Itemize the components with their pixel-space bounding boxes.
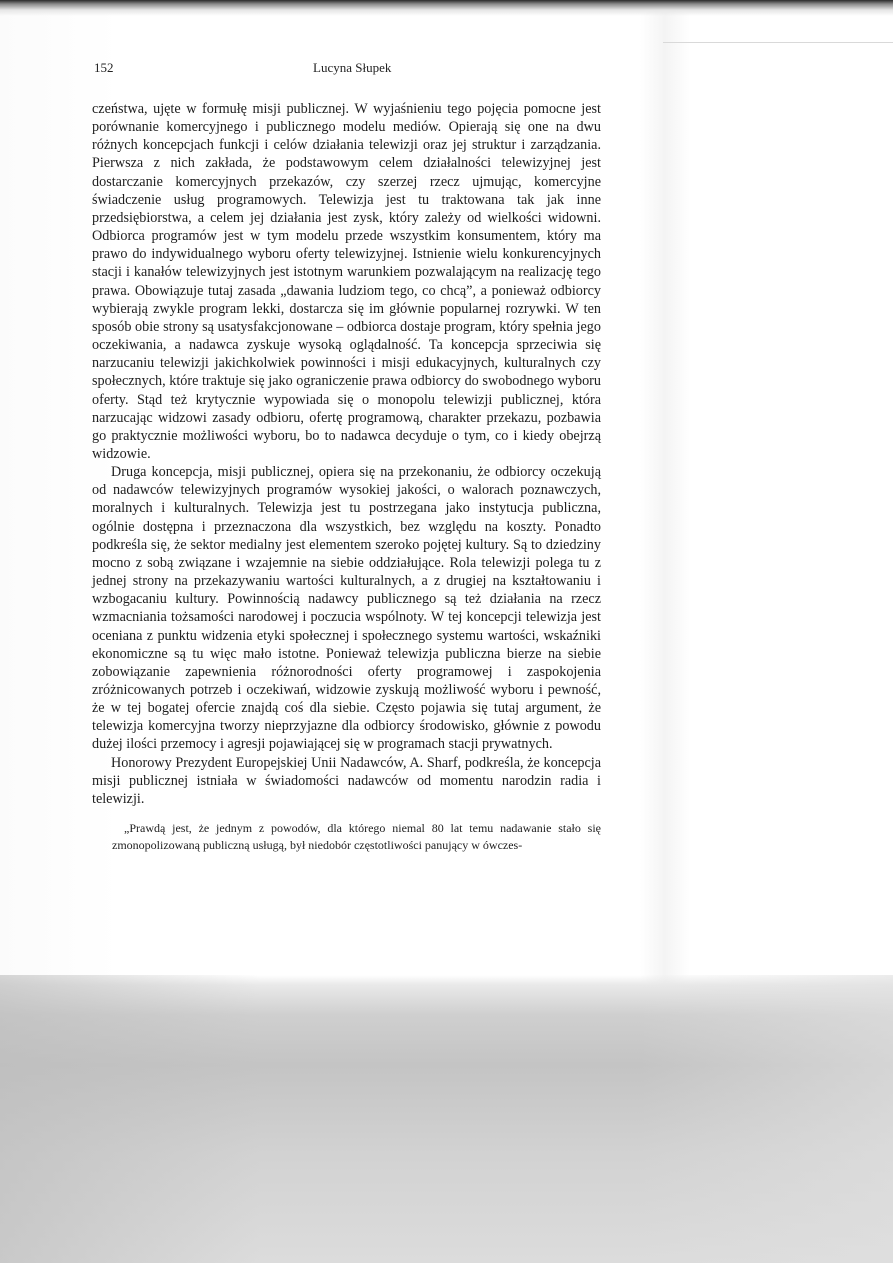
page-number: 152 <box>94 60 114 75</box>
paragraph-1: czeństwa, ujęte w formułę misji publicznej. W wyjaśnieniu tego pojęcia pomocne jest porównanie komercyjnego i publicznego modelu mediów. Opierają się one na dwu różnych koncepcjach funkcji i celów działania telewizji oraz jej struktur i zarządzania. Pierwsza z nich zakłada, że podstawowym celem działalności telewizyjnej jest dostarczanie komercyjnych przekazów, czy szerzej rzecz ujmując, komercyjne świadczenie usług programowych. Telewizja jest tu traktowana tak jak inne przedsiębiorstwa, a celem jej działania jest zysk, który zależy od wielkości widowni. Odbiorca programów jest w tym modelu przede wszystkim konsumentem, który ma prawo do indywidualnego wyboru oferty telewizyjnej. Istnienie wielu konkurencyjnych stacji i kanałów telewizyjnych jest istotnym warunkiem pozwalającym na realizację tego prawa. Obowiązuje tutaj zasada „dawania ludziom tego, co chcą”, a ponieważ odbiorcy wybierają zwykle program lekki, dostarcza się im głównie popularnej rozrywki. W ten sposób obie strony są usatysfakcjonowane – odbiorca dostaje program, który spełnia jego oczekiwania, a nadawca zyskuje wysoką oglądalność. Ta koncepcja sprzeciwia się narzucaniu telewizji jakichkolwiek powinności i misji edukacyjnych, kulturalnych czy społecznych, które traktuje się jako ograniczenie prawa odbiorcy do swobodnego wyboru oferty. Stąd też krytycznie wypowiada się o monopolu telewizji publicznej, która narzucając widzowi zasady odbioru, ofertę programową, charakter przekazu, pozbawia go praktycznie możliwości wyboru, bo to nadawca decyduje o tym, co i kiedy obejrzą widzowie. <box>92 101 601 462</box>
scan-top-shadow <box>0 0 893 16</box>
running-header <box>94 60 654 78</box>
scan-bottom-shadow-gradient <box>0 975 893 1263</box>
block-quote: „Prawdą jest, że jednym z powodów, dla którego niemal 80 lat temu nadawanie stało się zmonopolizowaną publiczną usługą, był niedobór częstotliwości panujący w ówczes- <box>112 821 601 853</box>
paragraph-2: Druga koncepcja, misji publicznej, opiera się na przekonaniu, że odbiorcy oczekują od nadawców telewizyjnych programów wysokiej jakości, o walorach poznawczych, moralnych i kulturalnych. Telewizja jest tu postrzegana jako instytucja publiczna, ogólnie dostępna i przeznaczona dla wszystkich, bez względu na koszty. Ponadto podkreśla się, że sektor medialny jest elementem szeroko pojętej kultury. Są to dziedziny mocno z sobą związane i wzajemnie na siebie oddziałujące. Rola telewizji polega tu z jednej strony na przekazywaniu wartości kulturalnych, a z drugiej na kształtowaniu i wzbogacaniu kultury. Powinnością nadawcy publicznego są też działania na rzecz wzmacniania tożsamości narodowej i poczucia wspólnoty. W tej koncepcji telewizja jest oceniana z punktu widzenia etyki społecznej i społecznego systemu wartości, wskaźniki ekonomiczne są tu więc mało istotne. Ponieważ telewizja publiczna bierze na siebie zobowiązanie zapewnienia różnorodności oferty programowej i zaspokojenia zróżnicowanych potrzeb i oczekiwań, widzowie zyskują możliwość wyboru i pewność, że w tej bogatej ofercie znajdą coś dla siebie. Często pojawia się tutaj argument, że telewizja komercyjna tworzy nieprzyjazne dla odbiorcy środowisko, głównie z powodu dużej ilości przemocy i agresji pojawiającej się w programach stacji prywatnych. <box>92 464 601 753</box>
running-header-author: Lucyna Słupek <box>313 60 392 75</box>
body-text <box>92 100 601 854</box>
paragraph-3: Honorowy Prezydent Europejskiej Unii Nadawców, A. Sharf, podkreśla, że koncepcja misji publicznej istniała w świadomości nadawców od momentu narodzin radia i telewizji. <box>92 754 601 807</box>
facing-page-edge <box>663 42 893 43</box>
